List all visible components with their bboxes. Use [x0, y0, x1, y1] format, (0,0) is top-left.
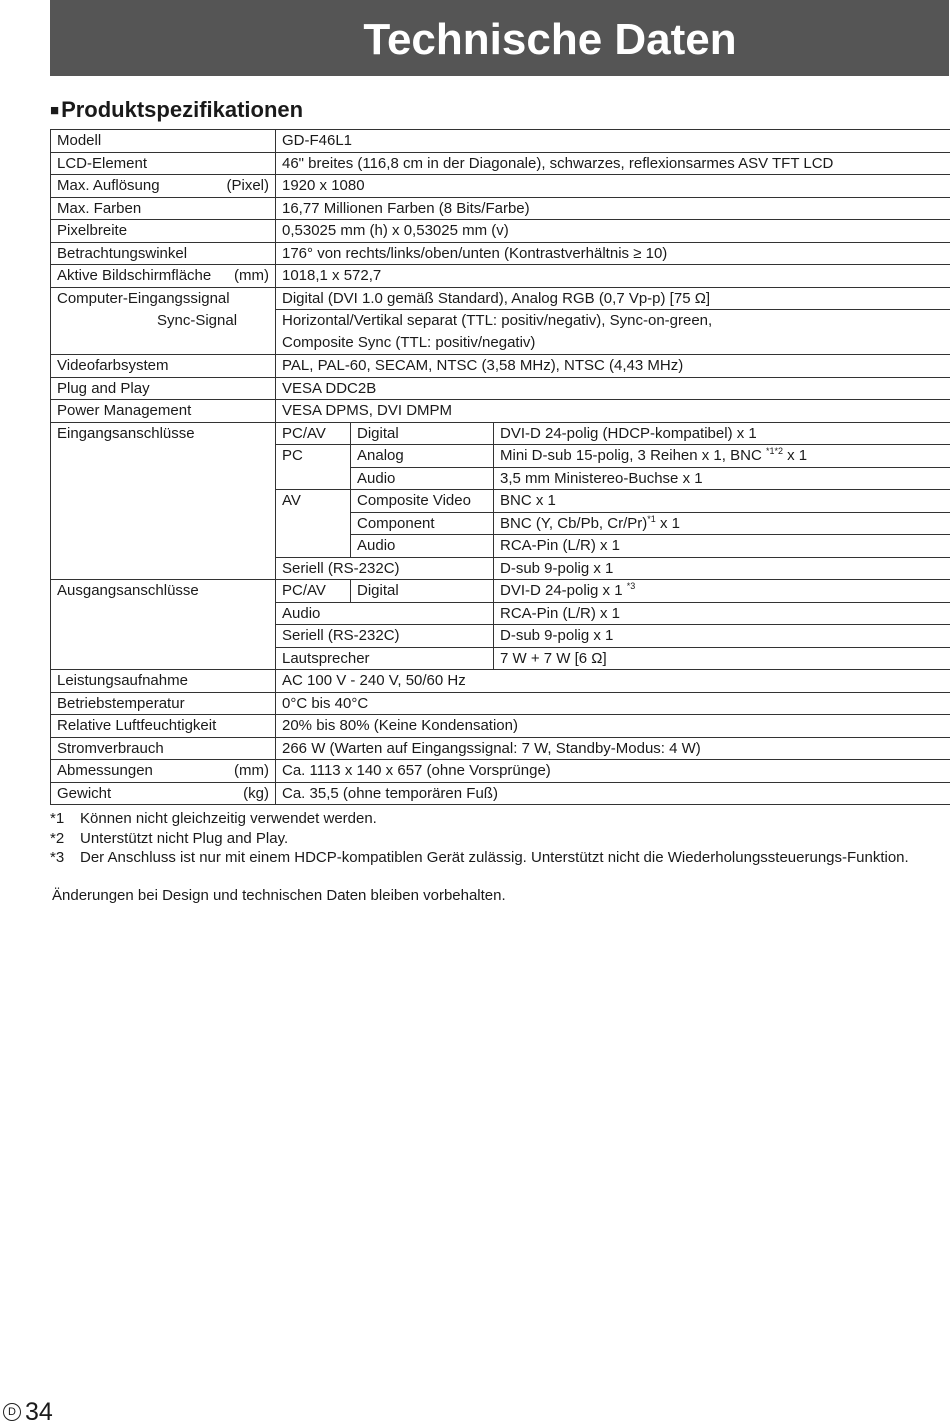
port-group: Seriell (RS-232C) — [276, 557, 494, 580]
table-row — [51, 377, 950, 400]
table-row — [51, 737, 950, 760]
section-heading-text: Produktspezifikationen — [61, 97, 303, 122]
port-type: Audio — [351, 535, 494, 558]
spec-label: Aktive Bildschirmfläche — [57, 265, 211, 286]
spec-label: Pixelbreite — [51, 220, 276, 243]
spec-label: Abmessungen — [57, 760, 153, 781]
port-type: Audio — [351, 467, 494, 490]
footnote — [50, 809, 909, 829]
page-footer — [3, 1397, 53, 1427]
footnote-text: Der Anschluss ist nur mit einem HDCP-kompatiblen Gerät zulässig. Unterstützt nicht die Wiederholungssteuerungs-Funktion. — [80, 848, 909, 868]
table-row — [51, 355, 950, 378]
port-value: BNC x 1 — [494, 490, 950, 513]
port-value: D-sub 9-polig x 1 — [494, 557, 950, 580]
port-type: Analog — [351, 445, 494, 468]
spec-label: Eingangsanschlüsse — [51, 422, 276, 580]
spec-label: Max. Farben — [51, 197, 276, 220]
spec-value: 1920 x 1080 — [276, 175, 950, 198]
spec-label: Leistungsaufnahme — [51, 670, 276, 693]
port-value: 3,5 mm Ministereo-Buchse x 1 — [494, 467, 950, 490]
footnote-mark: *1 — [50, 809, 80, 829]
title-bar — [50, 0, 949, 76]
port-group: PC — [276, 445, 351, 490]
spec-value: VESA DPMS, DVI DMPM — [276, 400, 950, 423]
port-group: Audio — [276, 602, 494, 625]
port-value: RCA-Pin (L/R) x 1 — [494, 535, 950, 558]
port-value-suffix: x 1 — [783, 447, 807, 464]
spec-label: Max. Auflösung — [57, 175, 160, 196]
spec-label: Computer-Eingangssignal — [51, 287, 276, 310]
footnote-ref: *1 — [647, 514, 656, 524]
spec-label: Videofarbsystem — [51, 355, 276, 378]
spec-label: Ausgangsanschlüsse — [51, 580, 276, 670]
spec-value: 16,77 Millionen Farben (8 Bits/Farbe) — [276, 197, 950, 220]
port-group: AV — [276, 490, 351, 558]
footnote-ref: *1*2 — [766, 446, 783, 456]
spec-value: 20% bis 80% (Keine Kondensation) — [276, 715, 950, 738]
footnote — [50, 848, 909, 868]
spec-value: Ca. 35,5 (ohne temporären Fuß) — [276, 782, 950, 805]
port-value: DVI-D 24-polig x 1 — [500, 582, 627, 599]
table-row — [51, 400, 950, 423]
spec-label: Relative Luftfeuchtigkeit — [51, 715, 276, 738]
footnote-text: Unterstützt nicht Plug and Play. — [80, 829, 288, 849]
disclaimer: Änderungen bei Design und technischen Daten bleiben vorbehalten. — [52, 887, 506, 904]
footnote-text: Können nicht gleichzeitig verwendet werden. — [80, 809, 377, 829]
page-number: 34 — [25, 1398, 53, 1426]
port-value-suffix: x 1 — [656, 515, 680, 532]
square-bullet-icon: ■ — [50, 102, 59, 119]
table-row — [51, 670, 950, 693]
spec-label: Modell — [51, 130, 276, 153]
spec-unit: (mm) — [234, 760, 269, 781]
spec-value: GD-F46L1 — [276, 130, 950, 153]
spec-value: 1018,1 x 572,7 — [276, 265, 950, 288]
spec-label: Plug and Play — [51, 377, 276, 400]
spec-label: LCD-Element — [51, 152, 276, 175]
footnote — [50, 829, 909, 849]
table-row — [51, 130, 950, 153]
spec-value: Horizontal/Vertikal separat (TTL: positiv/negativ), Sync-on-green, — [282, 310, 950, 332]
footnote-mark: *3 — [50, 848, 80, 868]
language-d-icon: D — [3, 1403, 21, 1421]
section-heading — [50, 96, 303, 125]
table-row — [51, 760, 950, 783]
table-row — [51, 580, 950, 603]
spec-value: 266 W (Warten auf Eingangssignal: 7 W, Standby-Modus: 4 W) — [276, 737, 950, 760]
port-value: DVI-D 24-polig (HDCP-kompatibel) x 1 — [494, 422, 950, 445]
footnote-ref: *3 — [627, 581, 636, 591]
spec-label: Betrachtungswinkel — [51, 242, 276, 265]
spec-label: Betriebstemperatur — [51, 692, 276, 715]
port-type: Digital — [351, 580, 494, 603]
spec-unit: (kg) — [243, 783, 269, 804]
table-row — [51, 197, 950, 220]
footnotes — [50, 809, 909, 868]
spec-value: Digital (DVI 1.0 gemäß Standard), Analog RGB (0,7 Vp-p) [75 Ω] — [276, 287, 950, 310]
spec-value: AC 100 V - 240 V, 50/60 Hz — [276, 670, 950, 693]
spec-value: 0,53025 mm (h) x 0,53025 mm (v) — [276, 220, 950, 243]
table-row — [51, 310, 950, 355]
port-group: Seriell (RS-232C) — [276, 625, 494, 648]
spec-value: 176° von rechts/links/oben/unten (Kontrastverhältnis ≥ 10) — [276, 242, 950, 265]
spec-table — [50, 129, 950, 805]
port-value: 7 W + 7 W [6 Ω] — [494, 647, 950, 670]
spec-label: Stromverbrauch — [51, 737, 276, 760]
port-value: Mini D-sub 15-polig, 3 Reihen x 1, BNC — [500, 447, 766, 464]
spec-value: PAL, PAL-60, SECAM, NTSC (3,58 MHz), NTSC (4,43 MHz) — [276, 355, 950, 378]
port-type: Component — [351, 512, 494, 535]
spec-value: Composite Sync (TTL: positiv/negativ) — [282, 332, 950, 354]
table-row — [51, 175, 950, 198]
spec-unit: (mm) — [234, 265, 269, 286]
port-group: Lautsprecher — [276, 647, 494, 670]
spec-value: 46" breites (116,8 cm in der Diagonale), schwarzes, reflexionsarmes ASV TFT LCD — [276, 152, 950, 175]
table-row — [51, 422, 950, 445]
port-group: PC/AV — [276, 580, 351, 603]
table-row — [51, 715, 950, 738]
spec-value: 0°C bis 40°C — [276, 692, 950, 715]
spec-label: Power Management — [51, 400, 276, 423]
table-row — [51, 287, 950, 310]
footnote-mark: *2 — [50, 829, 80, 849]
table-row — [51, 265, 950, 288]
spec-value: Ca. 1113 x 140 x 657 (ohne Vorsprünge) — [276, 760, 950, 783]
table-row — [51, 692, 950, 715]
spec-label: Sync-Signal — [57, 310, 275, 331]
table-row — [51, 152, 950, 175]
table-row — [51, 782, 950, 805]
spec-label: Gewicht — [57, 783, 111, 804]
port-group: PC/AV — [276, 422, 351, 445]
port-value: RCA-Pin (L/R) x 1 — [494, 602, 950, 625]
port-type: Composite Video — [351, 490, 494, 513]
page-title: Technische Daten — [320, 14, 780, 66]
port-value: D-sub 9-polig x 1 — [494, 625, 950, 648]
spec-unit: (Pixel) — [226, 175, 269, 196]
port-type: Digital — [351, 422, 494, 445]
table-row — [51, 242, 950, 265]
port-value: BNC (Y, Cb/Pb, Cr/Pr) — [500, 515, 647, 532]
table-row — [51, 220, 950, 243]
spec-value: VESA DDC2B — [276, 377, 950, 400]
